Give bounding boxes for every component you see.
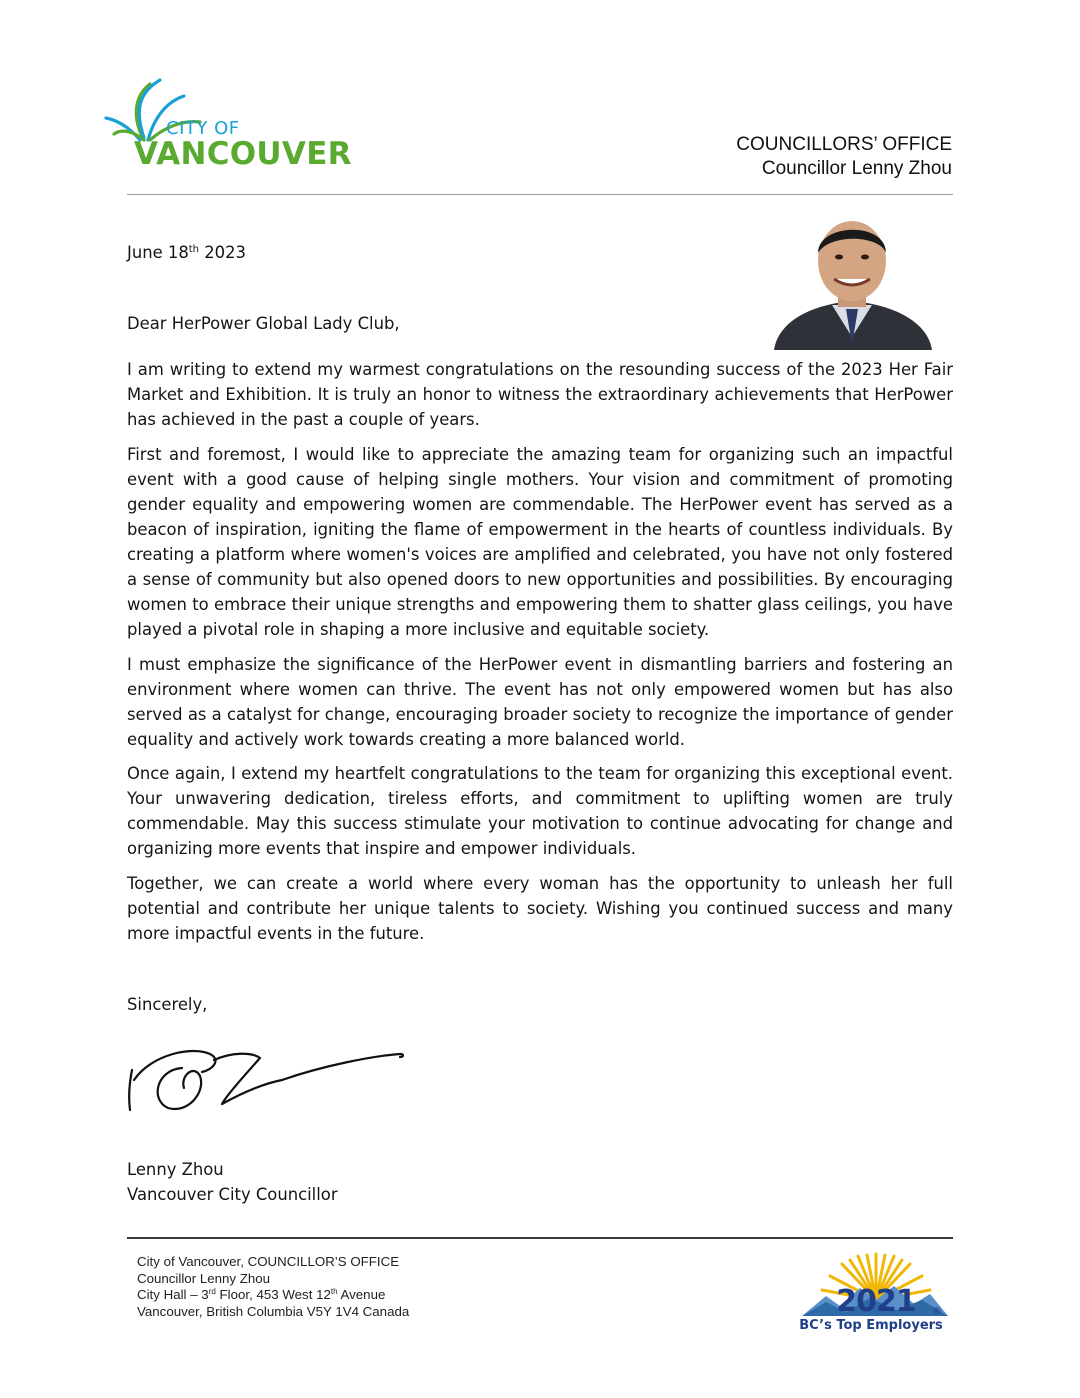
footer-line: City of Vancouver, COUNCILLOR’S OFFICE (137, 1254, 400, 1269)
signer-title: Vancouver City Councillor (127, 1185, 338, 1204)
body-paragraph: I must emphasize the significance of the HerPower event in dismantling barriers and fostering an environment where women can thrive. The event has not only empowered women but has also served as a catalyst for change, encouraging broader society to recognize the importance of gender equality and actively work towards creating a more balanced world. (127, 655, 953, 749)
body-paragraph: First and foremost, I would like to appreciate the amazing team for organizing such an impactful event with a good cause of helping single mothers. Your vision and commitment of promoting gender equality and empowering women are commendable. The HerPower event has served as a beacon of inspiration, igniting the flame of empowerment in the hearts of countless individuals. By creating a platform where women's voices are amplified and celebrated, you have not only fostered a sense of community but also opened doors to new opportunities and possibilities. By encouraging women to embrace their unique strengths and empowering them to shatter glass ceilings, you have played a pivotal role in shaping a more inclusive and equitable society. (127, 445, 953, 639)
closing: Sincerely, (127, 995, 208, 1014)
office-title: COUNCILLORS’ OFFICE (736, 134, 952, 155)
header-divider (127, 194, 953, 195)
logo-line-vancouver: VANCOUVER (134, 136, 352, 172)
footer-sup: th (330, 1287, 338, 1296)
badge-year: 2021 (836, 1284, 916, 1319)
footer-address (137, 1254, 409, 1320)
footer-divider (127, 1237, 953, 1239)
footer-sup: rd (208, 1287, 216, 1296)
councillor-photo (768, 205, 936, 350)
date-ordinal: th (188, 244, 200, 255)
badge-caption: BC’s Top Employers (799, 1318, 943, 1333)
footer-line: Vancouver, British Columbia V5Y 1V4 Canada (137, 1303, 410, 1319)
salutation: Dear HerPower Global Lady Club, (127, 314, 400, 333)
date-year: 2023 (199, 243, 246, 262)
office-person: Councillor Lenny Zhou (761, 158, 952, 179)
date-month-day: June 18 (127, 243, 189, 262)
top-employers-badge (796, 1250, 956, 1338)
body-paragraph: I am writing to extend my warmest congratulations on the resounding success of the 2023 Her Fair Market and Exhibition. It is truly an honor to witness the extraordinary achievements that HerPower has achieved in the past a couple of years. (127, 360, 953, 429)
footer-line: Councillor Lenny Zhou (137, 1270, 271, 1286)
city-of-vancouver-logo (104, 78, 354, 178)
body-paragraph: Once again, I extend my heartfelt congratulations to the team for organizing this exceptional event. Your unwavering dedication, tireless efforts, and commitment to uplifting women are truly commendable. May this success stimulate your motivation to continue advocating for change and organizing more events that inspire and empower individuals. (127, 764, 953, 858)
footer-text: Avenue (337, 1287, 386, 1302)
letter-date (127, 240, 246, 265)
office-heading (736, 133, 952, 181)
badge-registered-mark: ® (932, 1306, 942, 1317)
footer-line (137, 1287, 409, 1304)
footer-text: City Hall – 3 (137, 1287, 209, 1302)
signer-name: Lenny Zhou (127, 1160, 224, 1179)
body-paragraph: Together, we can create a world where every woman has the opportunity to unleash her full potential and contribute her unique talents to society. Wishing you continued success and many more impactful events in the future. (127, 874, 953, 943)
logo-line-city-of: CITY OF (166, 118, 240, 139)
footer-text: Floor, 453 West 12 (215, 1287, 331, 1302)
signature (122, 1040, 412, 1120)
